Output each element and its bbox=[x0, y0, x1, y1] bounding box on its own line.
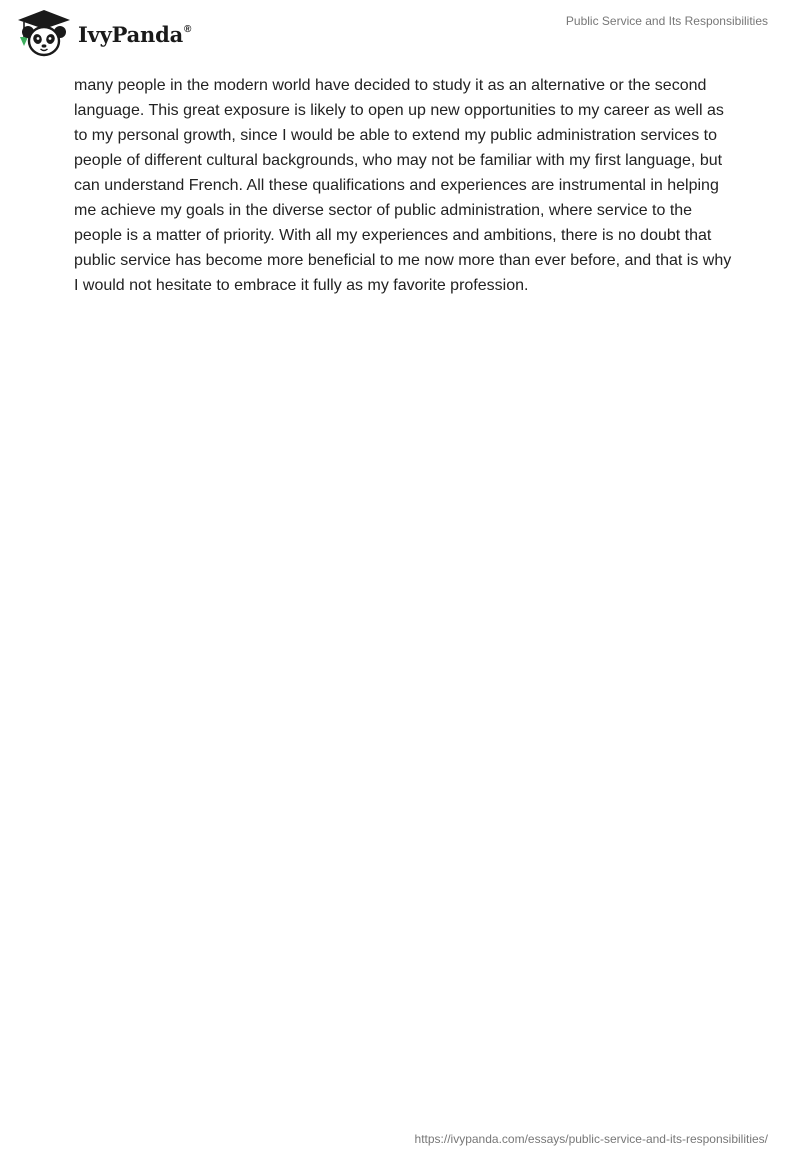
brand-name: IvyPanda® bbox=[78, 21, 192, 47]
brand-logo[interactable] bbox=[14, 8, 191, 58]
registered-mark: ® bbox=[184, 23, 192, 35]
panda-graduate-icon bbox=[14, 8, 74, 58]
essay-paragraph: many people in the modern world have decided to study it as an alternative or the second language. This great exposure is likely to open up new opportunities to my career as well as to my personal growth, since I would be able to extend my public administration services to people of different cultural backgrounds, who may not be familiar with my first language, but can understand French. All these qualifications and experiences are instrumental in helping me achieve my goals in the diverse sector of public administration, where service to the people is a matter of priority. With all my experiences and ambitions, there is no doubt that public service has become more beneficial to me now more than ever before, and that is why I would not hesitate to embrace it fully as my favorite profession. bbox=[74, 77, 732, 294]
document-title: Public Service and Its Responsibilities bbox=[565, 14, 768, 28]
source-url[interactable]: https://ivypanda.com/essays/public-service-and-its-responsibilities/ bbox=[414, 1132, 768, 1146]
